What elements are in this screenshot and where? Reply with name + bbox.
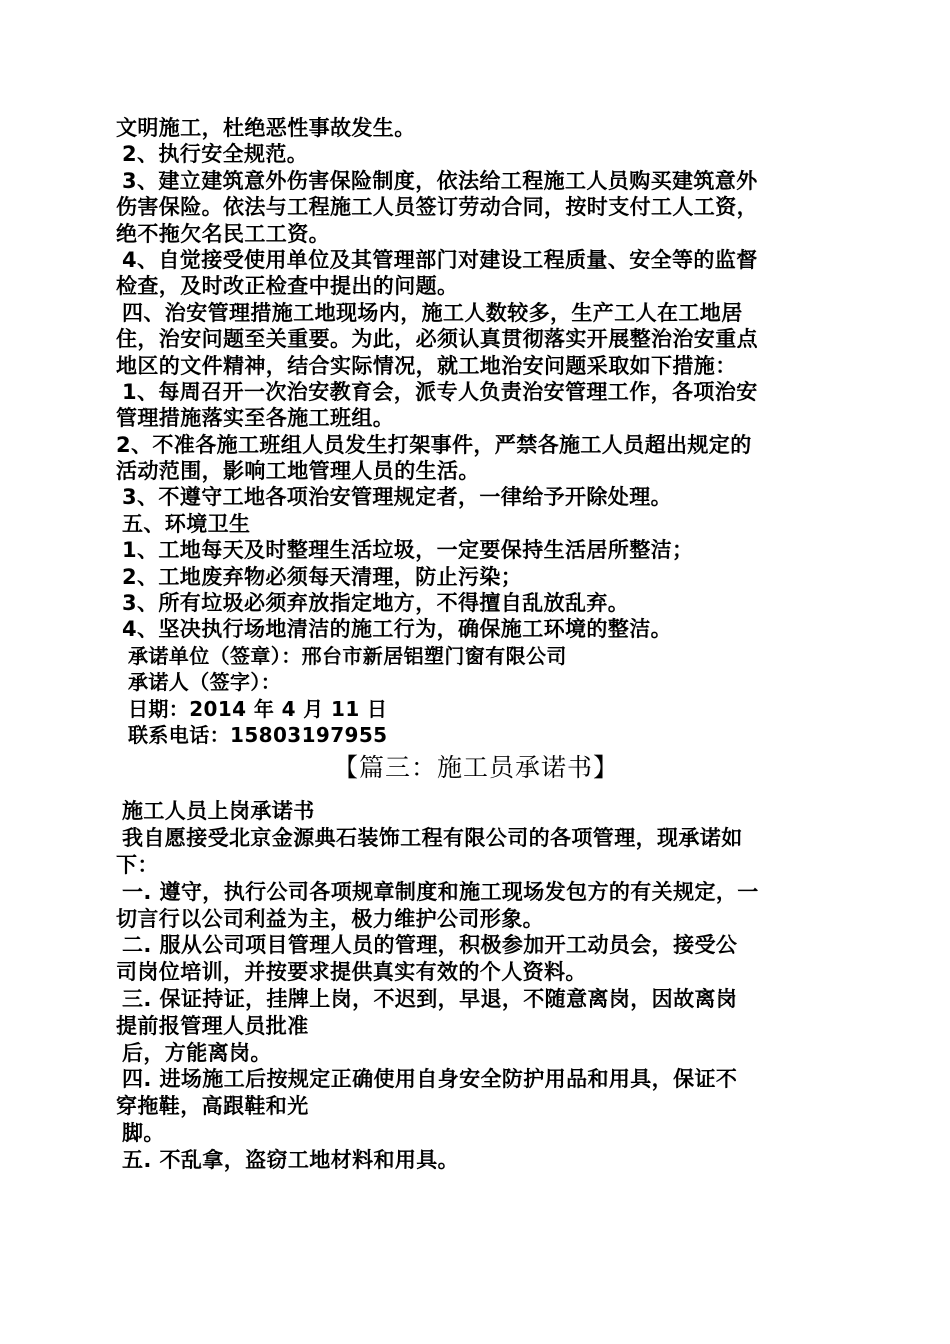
text-line: 4、坚决执行场地清洁的施工行为，确保施工环境的整洁。 [122, 617, 673, 642]
text-line: 二. 服从公司项目管理人员的管理，积极参加开工动员会，接受公 [122, 933, 738, 958]
text-line: 我自愿接受北京金源典石装饰工程有限公司的各项管理，现承诺如 [122, 826, 743, 851]
signature-date: 日期：2014 年 4 月 11 日 [128, 696, 388, 721]
text-line: 四. 进场施工后按规定正确使用自身安全防护用品和用具，保证不 [122, 1067, 738, 1092]
text-line: 地区的文件精神，结合实际情况，就工地治安问题采取如下措施： [116, 353, 737, 378]
text-line: 穿拖鞋，高跟鞋和光 [116, 1094, 309, 1119]
text-line: 2、执行安全规范。 [122, 142, 309, 167]
text-line: 文明施工，杜绝恶性事故发生。 [116, 116, 416, 140]
text-line: 切言行以公司利益为主，极力维护公司形象。 [116, 906, 544, 931]
text-line: 一. 遵守，执行公司各项规章制度和施工现场发包方的有关规定，一 [122, 879, 759, 904]
text-line: 三. 保证持证，挂牌上岗，不迟到，早退，不随意离岗，因故离岗 [122, 986, 738, 1011]
signature-unit: 承诺单位（签章）：邢台市新居铝塑门窗有限公司 [128, 643, 567, 668]
text-line: 2、工地废弃物必须每天清理，防止污染； [122, 564, 523, 589]
text-line: 五、环境卫生 [122, 511, 251, 536]
text-line: 下： [116, 852, 159, 877]
text-line: 伤害保险。依法与工程施工人员签订劳动合同，按时支付工人工资， [116, 195, 758, 220]
text-line: 五. 不乱拿，盗窃工地材料和用具。 [122, 1147, 460, 1172]
section-heading: 【篇三：施工员承诺书】 [332, 753, 619, 783]
text-line: 3、所有垃圾必须弃放指定地方，不得擅自乱放乱弃。 [122, 591, 630, 616]
text-line: 2、不准各施工班组人员发生打架事件，严禁各施工人员超出规定的 [116, 432, 752, 457]
text-line: 活动范围，影响工地管理人员的生活。 [116, 459, 480, 484]
text-line: 3、不遵守工地各项治安管理规定者，一律给予开除处理。 [122, 485, 673, 510]
text-line: 1、每周召开一次治安教育会，派专人负责治安管理工作，各项治安 [122, 379, 758, 404]
text-line: 绝不拖欠名民工工资。 [116, 221, 330, 246]
text-line: 施工人员上岗承诺书 [122, 799, 315, 824]
text-line: 检查，及时改正检查中提出的问题。 [116, 274, 459, 299]
text-line: 管理措施落实至各施工班组。 [116, 406, 395, 431]
text-line: 司岗位培训，并按要求提供真实有效的个人资料。 [116, 960, 587, 985]
text-line: 脚。 [122, 1120, 165, 1145]
document-page [116, 115, 836, 1174]
text-line: 1、工地每天及时整理生活垃圾，一定要保持生活居所整洁； [122, 538, 694, 563]
text-line: 四、治安管理措施工地现场内，施工人数较多，生产工人在工地居 [122, 300, 743, 325]
text-line: 提前报管理人员批准 [116, 1013, 309, 1038]
text-line: 3、建立建筑意外伤害保险制度，依法给工程施工人员购买建筑意外 [122, 168, 758, 193]
text-line: 4、自觉接受使用单位及其管理部门对建设工程质量、安全等的监督 [122, 247, 758, 272]
signature-person: 承诺人（签字）： [128, 670, 282, 695]
text-line: 后，方能离岗。 [122, 1040, 272, 1065]
text-line: 住，治安问题至关重要。为此，必须认真贯彻落实开展整治治安重点 [116, 327, 758, 352]
signature-phone: 联系电话：15803197955 [128, 722, 388, 747]
